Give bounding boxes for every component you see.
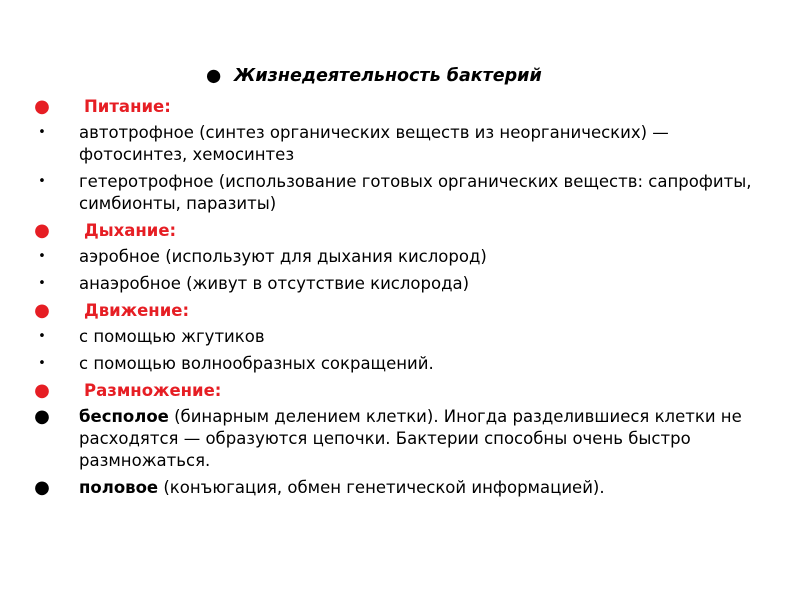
heading-label: Размножение: [84, 381, 222, 400]
heading-label: Питание: [84, 97, 171, 116]
bullet: ● [34, 477, 50, 498]
heading-respiration [32, 220, 772, 242]
bullet: • [38, 125, 46, 140]
list-item-text [79, 478, 605, 497]
list-item-text [79, 407, 742, 470]
heading-nutrition [32, 96, 772, 118]
bullet: • [38, 356, 46, 371]
bullet: ● [34, 300, 50, 321]
bullet: • [38, 329, 46, 344]
term-sexual: половое [79, 478, 159, 497]
bullet: ● [34, 220, 50, 241]
list-item [32, 326, 772, 348]
content-list [32, 96, 772, 504]
bullet: • [38, 174, 46, 189]
list-item [32, 246, 772, 268]
asexual-description: (бинарным делением клетки). Иногда разделившиеся клетки не расходятся — образуются цепочки. Бактерии способны очень быстро размножаться. [79, 407, 742, 470]
heading-reproduction [32, 380, 772, 402]
bullet: ● [34, 380, 50, 401]
list-item-text: автотрофное (синтез органических веществ из неорганических) — фотосинтез, хемосинтез [79, 123, 669, 164]
list-item [32, 122, 772, 166]
list-item [32, 171, 772, 215]
list-item-text: аэробное (используют для дыхания кислород) [79, 247, 487, 266]
term-asexual: бесполое [79, 407, 169, 426]
bullet: ● [34, 406, 50, 427]
sexual-description: (конъюгация, обмен генетической информацией). [158, 478, 605, 497]
heading-label: Дыхание: [84, 221, 177, 240]
list-item-text: с помощью жгутиков [79, 327, 265, 346]
list-item [32, 477, 772, 499]
list-item [32, 353, 772, 375]
bullet: • [38, 276, 46, 291]
slide-title-row [206, 66, 542, 86]
list-item-text: анаэробное (живут в отсутствие кислорода) [79, 274, 470, 293]
bullet: ● [34, 96, 50, 117]
slide-title: Жизнедеятельность бактерий [234, 66, 542, 86]
bullet: • [38, 249, 46, 264]
list-item-text: гетеротрофное (использование готовых органических веществ: сапрофиты, симбионты, паразиты) [79, 172, 752, 213]
title-bullet: ● [206, 66, 222, 86]
list-item-text: с помощью волнообразных сокращений. [79, 354, 434, 373]
list-item [32, 273, 772, 295]
list-item [32, 406, 772, 472]
heading-label: Движение: [84, 301, 190, 320]
heading-movement [32, 300, 772, 322]
